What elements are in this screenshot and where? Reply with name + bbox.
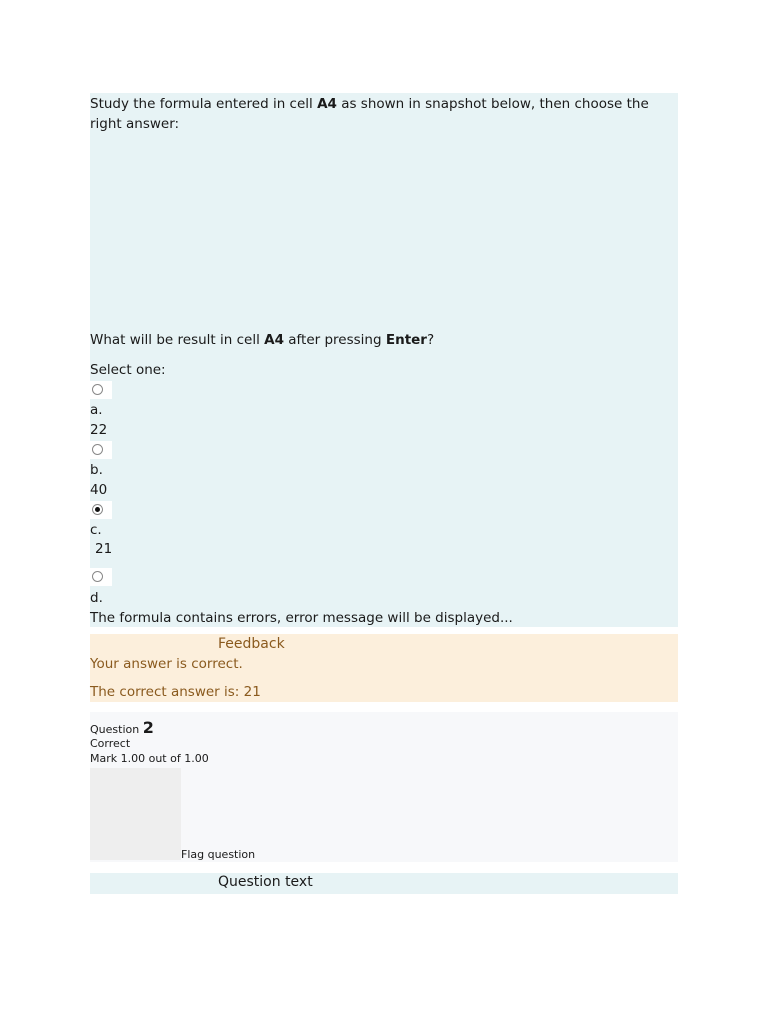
option-c-text[interactable]: 21 — [95, 541, 113, 557]
select-one-label: Select one: — [90, 362, 166, 378]
radio-icon — [92, 444, 103, 455]
option-c-radio[interactable] — [90, 501, 112, 519]
feedback-result: Your answer is correct. — [90, 656, 243, 672]
option-a-letter: a. — [90, 402, 103, 418]
question-2-info — [90, 712, 678, 862]
question-text-header — [90, 873, 678, 894]
feedback-correct-answer: The correct answer is: 21 — [90, 684, 261, 700]
cell-ref: A4 — [317, 96, 337, 112]
option-d-radio[interactable] — [90, 568, 112, 586]
radio-icon — [92, 384, 103, 395]
feedback-panel — [90, 634, 678, 702]
question-mark: Mark 1.00 out of 1.00 — [90, 752, 209, 765]
option-a-radio[interactable] — [90, 381, 112, 399]
option-b-radio[interactable] — [90, 441, 112, 459]
question-intro: Study the formula entered in cell A4 as shown in snapshot below, then choose the right answer: — [90, 96, 649, 132]
question-text-label: Question text — [218, 874, 313, 890]
option-b-letter: b. — [90, 462, 103, 478]
radio-icon — [92, 571, 103, 582]
option-d-text[interactable]: The formula contains errors, error message will be displayed... — [90, 610, 513, 626]
question-state: Correct — [90, 737, 131, 750]
option-c-letter: c. — [90, 522, 102, 538]
option-a-text[interactable]: 22 — [90, 422, 108, 438]
option-b-text[interactable]: 40 — [90, 482, 108, 498]
feedback-title: Feedback — [218, 636, 285, 652]
flag-box[interactable] — [90, 768, 181, 860]
option-d-letter: d. — [90, 590, 103, 606]
question-1-content — [90, 93, 678, 627]
question-number: Question 2 — [90, 718, 154, 737]
radio-checked-icon — [92, 504, 103, 515]
question-prompt: What will be result in cell A4 after pressing Enter? — [90, 332, 435, 348]
flag-question-link[interactable]: Flag question — [181, 848, 256, 861]
